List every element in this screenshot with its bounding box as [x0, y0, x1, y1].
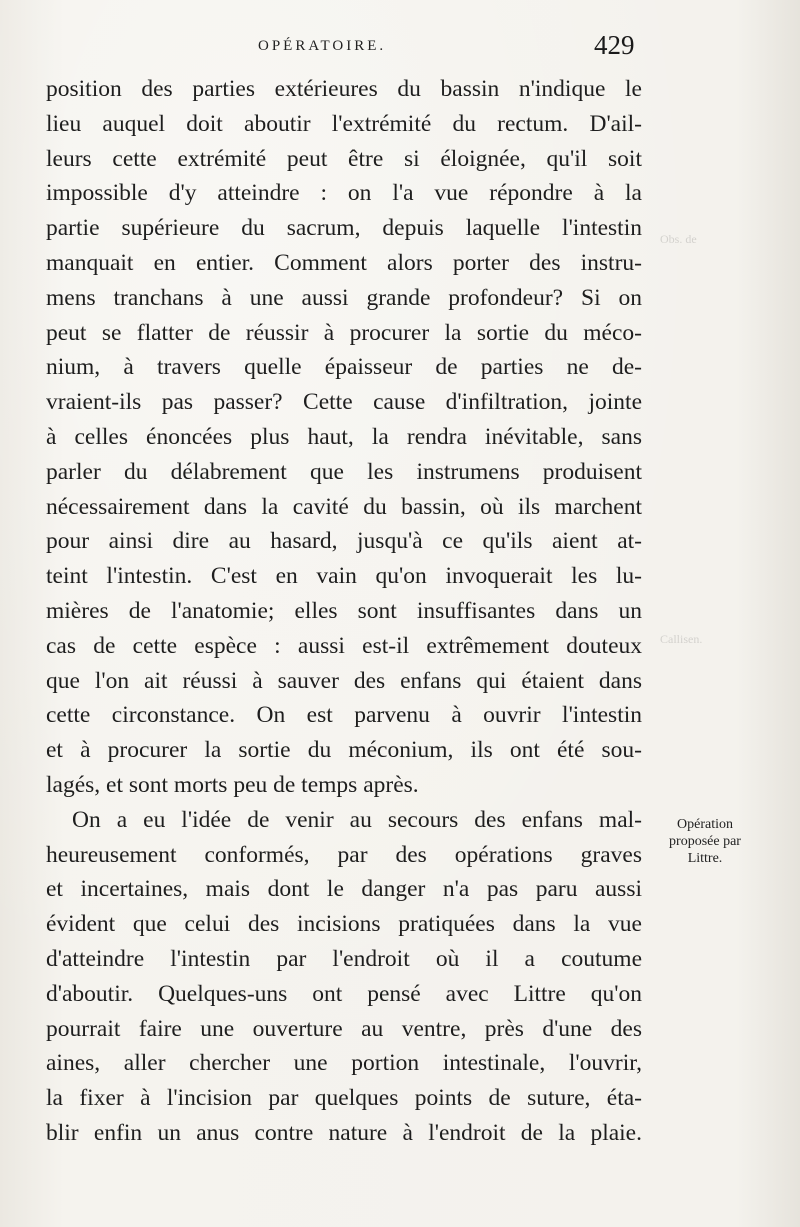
text-line: leurs cette extrémité peut être si éloignée, qu'il soit	[46, 145, 642, 172]
text-line: mens tranchans à une aussi grande profondeur? Si on	[46, 284, 642, 311]
page-header	[0, 30, 800, 70]
text-line: pourrait faire une ouverture au ventre, près d'une des	[46, 1015, 642, 1042]
text-line: heureusement conformés, par des opérations graves	[46, 841, 642, 868]
text-line: et à procurer la sortie du méconium, ils ont été sou-	[46, 737, 642, 764]
text-line: partie supérieure du sacrum, depuis laquelle l'intestin	[46, 215, 642, 242]
margin-note	[655, 816, 755, 867]
bleed-through-mark: Obs. de	[660, 232, 697, 246]
body-text	[46, 72, 642, 1151]
margin-note-line: Opération	[677, 817, 733, 832]
text-line: cette circonstance. On est parvenu à ouvrir l'intestin	[46, 702, 642, 729]
page-number: 429	[594, 30, 635, 60]
text-line: impossible d'y atteindre : on l'a vue répondre à la	[46, 180, 642, 207]
text-line: évident que celui des incisions pratiquées dans la vue	[46, 911, 642, 938]
text-line: position des parties extérieures du bassin n'indique le	[46, 76, 642, 102]
text-line: et incertaines, mais dont le danger n'a pas paru aussi	[46, 876, 642, 903]
text-line: aines, aller chercher une portion intestinale, l'ouvrir,	[46, 1050, 642, 1077]
text-line: d'atteindre l'intestin par l'endroit où il a coutume	[46, 945, 642, 972]
margin-note-line: Littre.	[687, 851, 723, 866]
text-line: cas de cette espèce : aussi est-il extrêmement douteux	[46, 632, 642, 659]
text-line: nécessairement dans la cavité du bassin, où ils marchent	[46, 493, 642, 520]
text-line: mières de l'anatomie; elles sont insuffisantes dans un	[46, 597, 642, 624]
text-line: nium, à travers quelle épaisseur de parties ne de-	[46, 354, 642, 381]
paragraph-last-line: lagés, et sont morts peu de temps après.	[46, 771, 419, 798]
text-line: pour ainsi dire au hasard, jusqu'à ce qu'ils aient at-	[46, 528, 642, 555]
text-line: blir enfin un anus contre nature à l'endroit de la plaie.	[46, 1119, 642, 1146]
running-head: OPÉRATOIRE.	[258, 38, 387, 54]
text-line: peut se flatter de réussir à procurer la sortie du méco-	[46, 319, 642, 346]
text-line: teint l'intestin. C'est en vain qu'on invoquerait les lu-	[46, 563, 642, 590]
paragraph-first-line: On a eu l'idée de venir au secours des enfans mal-	[72, 806, 642, 833]
text-line: manquait en entier. Comment alors porter des instru-	[46, 249, 642, 276]
text-line: vraient-ils pas passer? Cette cause d'infiltration, jointe	[46, 389, 642, 416]
text-line: lieu auquel doit aboutir l'extrémité du rectum. D'ail-	[46, 110, 642, 137]
text-line: la fixer à l'incision par quelques points de suture, éta-	[46, 1085, 642, 1112]
text-line: que l'on ait réussi à sauver des enfans qui étaient dans	[46, 667, 642, 694]
bleed-through-mark: Callisen.	[660, 632, 703, 646]
text-line: d'aboutir. Quelques-uns ont pensé avec Littre qu'on	[46, 980, 642, 1007]
text-line: parler du délabrement que les instrumens produisent	[46, 458, 642, 485]
margin-note-line: proposée par	[669, 834, 741, 849]
text-line: à celles énoncées plus haut, la rendra inévitable, sans	[46, 423, 642, 450]
